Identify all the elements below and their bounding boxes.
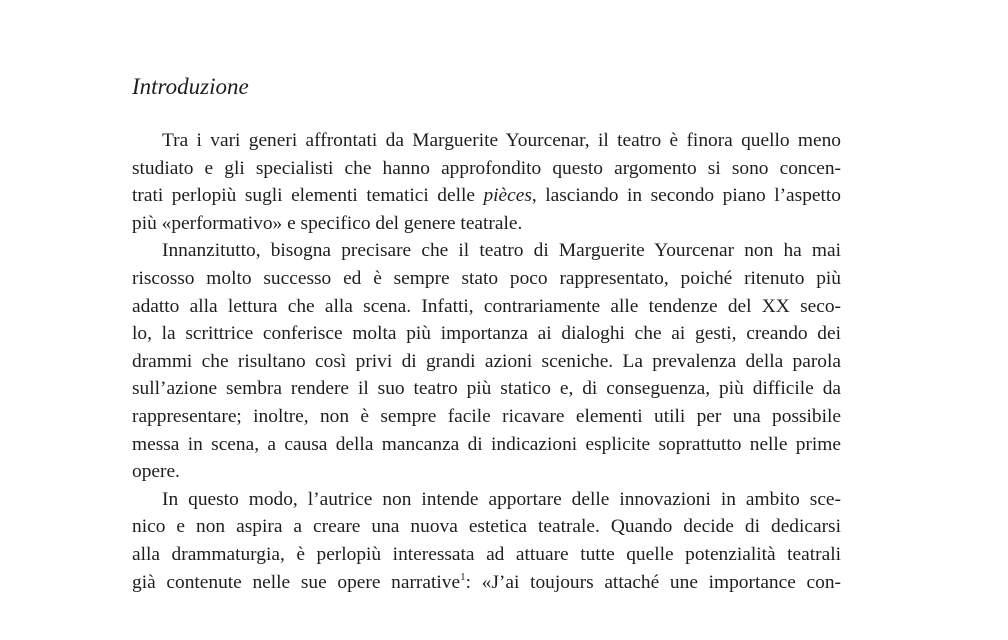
line-segment: trati perlopiù sugli elementi tematici delle xyxy=(132,185,484,207)
text-line: sull’azione sembra rendere il suo teatro più statico e, di conseguenza, più difficile da xyxy=(132,378,841,400)
text-line: rappresentare; inoltre, non è sempre facile ricavare elementi utili per una possibile xyxy=(132,405,841,427)
text-line: studiato e gli specialisti che hanno approfondito questo argomento si sono concen- xyxy=(132,157,841,179)
text-line: alla drammaturgia, è perlopiù interessata ad attuare tutte quelle potenzialità teatrali xyxy=(132,543,841,565)
text-line: Tra i vari generi affrontati da Marguerite Yourcenar, il teatro è finora quello meno xyxy=(162,130,841,151)
text-line: riscosso molto successo ed è sempre stato poco rappresentato, poiché ritenuto più xyxy=(132,267,841,289)
text-line: lo, la scrittrice conferisce molta più importanza ai dialoghi che ai gesti, creando dei xyxy=(132,323,841,345)
text-line: opere. xyxy=(132,461,180,483)
text-line: drammi che risultano così privi di grandi azioni sceniche. La prevalenza della parola xyxy=(132,350,841,372)
text-line xyxy=(132,569,841,597)
paragraph-3 xyxy=(132,486,841,596)
text-line: messa in scena, a causa della mancanza di indicazioni esplicite soprattutto nelle prime xyxy=(132,433,841,455)
paragraph-1 xyxy=(132,127,841,237)
section-heading: Introduzione xyxy=(132,74,249,99)
body-text xyxy=(132,127,841,596)
text-line: adatto alla lettura che alla scena. Infatti, contrariamente alle tendenze del XX seco- xyxy=(132,295,841,317)
text-line: Innanzitutto, bisogna precisare che il teatro di Marguerite Yourcenar non ha mai xyxy=(162,240,841,262)
text-line: nico e non aspira a creare una nuova estetica teatrale. Quando decide di dedicarsi xyxy=(132,516,841,538)
italic-term: pièces xyxy=(483,185,532,207)
text-line: più «performativo» e specifico del genere teatrale. xyxy=(132,212,523,234)
line-segment: : «J’ai toujours attaché une importance con- xyxy=(465,571,841,593)
footnote-marker[interactable]: 1 xyxy=(460,570,466,583)
line-segment: , lasciando in secondo piano l’aspetto xyxy=(531,185,841,207)
paragraph-2 xyxy=(132,237,841,485)
line-segment: già contenute nelle sue opere narrative xyxy=(132,571,461,593)
text-line xyxy=(132,182,841,210)
text-line: In questo modo, l’autrice non intende apportare delle innovazioni in ambito sce- xyxy=(162,488,841,510)
